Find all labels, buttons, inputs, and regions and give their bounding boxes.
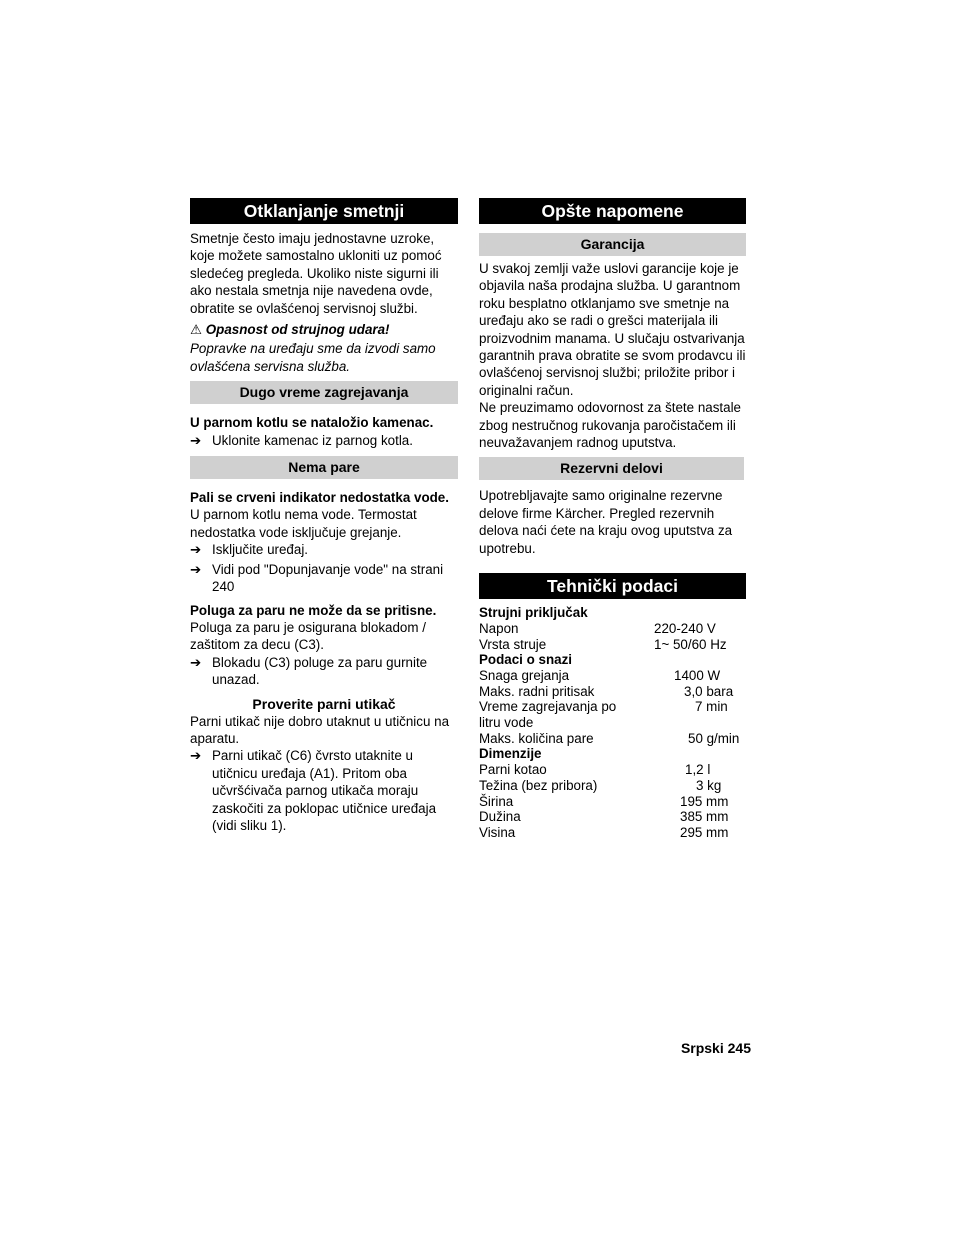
heating-cause: U parnom kotlu se nataložio kamenac. — [190, 415, 434, 431]
no-steam-step-1-text: Isključite uređaj. — [212, 542, 309, 558]
arrow-icon: ➔ — [190, 542, 202, 558]
spec-value: 3 kg — [696, 777, 722, 793]
spec-label: Maks. radni pritisak — [479, 683, 595, 699]
spec-label: Maks. količina pare — [479, 730, 594, 746]
section-steam-plug: Proverite parni utikač — [252, 695, 396, 712]
spec-row — [479, 731, 746, 747]
plug-step — [190, 747, 458, 834]
spec-row — [479, 637, 746, 653]
troubleshooting-title: Otklanjanje smetnji — [190, 198, 458, 224]
spec-row — [479, 794, 746, 810]
spec-value: 7 min — [695, 699, 728, 715]
warning-text: Popravke na uređaju sme da izvodi samo ovlašćena servisna služba. — [190, 341, 436, 374]
arrow-icon: ➔ — [190, 654, 202, 670]
spec-value: 295 mm — [680, 824, 729, 840]
spec-row — [479, 778, 746, 794]
spec-row — [479, 668, 746, 684]
no-steam-step-2-text: Vidi pod "Dopunjavanje vode" na strani 240 — [212, 561, 444, 595]
troubleshooting-intro: Smetnje često imaju jednostavne uzroke, koje možete samostalno ukloniti uz pomoć sledećeg pregleda. Ukoliko niste sigurni ili ako nestala smetnja nije navedena ovde, obratite se ovlašćenoj servisnoj službi. — [190, 231, 442, 316]
spec-heading-dimensions: Dimenzije — [479, 746, 542, 762]
spec-heading-power: Podaci o snazi — [479, 652, 573, 668]
section-warranty: Garancija — [479, 233, 746, 256]
arrow-icon: ➔ — [190, 561, 202, 577]
warranty-text-2: Ne preuzimamo odovornost za štete nastale zbog nestručnog rukovanja paročistačem ili neuvažavanjem radnog uputstva. — [479, 400, 742, 451]
plug-text: Parni utikač nije dobro utaknut u utičnicu na aparatu. — [190, 713, 450, 746]
spec-label: Napon — [479, 620, 519, 636]
spec-row — [479, 621, 746, 637]
lever-step — [190, 654, 458, 689]
spec-label: Težina (bez pribora) — [479, 777, 598, 793]
spec-value: 195 mm — [680, 793, 729, 809]
spec-heading-power-supply: Strujni priključak — [479, 605, 588, 621]
spec-value: 1~ 50/60 Hz — [654, 636, 727, 652]
heating-step-text: Uklonite kamenac iz parnog kotla. — [212, 432, 413, 448]
spec-label: Parni kotao — [479, 762, 547, 778]
section-heating-time: Dugo vreme zagrejavanja — [190, 381, 458, 404]
spec-label: Snaga grejanja — [479, 667, 570, 683]
spec-value: 1400 W — [674, 667, 721, 683]
spec-value: 385 mm — [680, 809, 729, 825]
no-steam-step-2 — [190, 561, 458, 596]
spare-parts-text: Upotrebljavajte samo originalne rezervne delove firme Kärcher. Pregled rezervnih delova naći ćete na kraju ovog uputstva za upotrebu. — [479, 488, 733, 556]
tech-specs — [479, 605, 746, 841]
spec-label: Dužina — [479, 809, 521, 825]
plug-step-text: Parni utikač (C6) čvrsto utaknite u utičnicu uređaja (A1). Pritom oba učvršćivača parnog utikača moraju zaskočiti za poklopac utičnice uređaja (vidi sliku 1). — [212, 748, 437, 833]
spec-value: 50 g/min — [688, 730, 740, 746]
no-steam-cause: Pali se crveni indikator nedostatka vode. — [190, 490, 449, 506]
spec-row — [479, 825, 746, 841]
general-notes-title: Opšte napomene — [479, 198, 746, 224]
right-column — [479, 198, 746, 841]
section-spare-parts: Rezervni delovi — [479, 457, 744, 480]
lever-text: Poluga za paru je osigurana blokadom / zaštitom za decu (C3). — [190, 619, 426, 653]
spec-value: 3,0 bara — [684, 683, 734, 699]
arrow-icon: ➔ — [190, 748, 202, 764]
warning-line — [190, 321, 458, 338]
tech-data-title: Tehnički podaci — [479, 573, 746, 599]
spec-row — [479, 699, 746, 730]
spec-row — [479, 762, 746, 778]
spec-label: Vrsta struje — [479, 636, 547, 652]
warning-title: Opasnost od strujnog udara! — [205, 322, 390, 338]
left-column — [190, 198, 458, 834]
section-no-steam: Nema pare — [190, 456, 458, 479]
warning-icon: ⚠ — [190, 322, 203, 338]
heating-step — [190, 432, 458, 449]
spec-label: Širina — [479, 793, 514, 809]
spec-row — [479, 684, 746, 700]
page-footer: Srpski 245 — [680, 1040, 751, 1056]
spec-label: Visina — [479, 824, 516, 840]
spec-value: 1,2 l — [685, 762, 711, 778]
no-steam-step-1 — [190, 541, 458, 558]
spec-value: 220-240 V — [654, 620, 716, 636]
no-steam-text: U parnom kotlu nema vode. Termostat nedostatka vode isključuje grejanje. — [190, 507, 417, 540]
spec-row — [479, 809, 746, 825]
warranty-text: U svakoj zemlji važe uslovi garancije koje je objavila naša prodajna služba. U garantnom roku besplatno otklanjamo sve smetnje na uređaju ako se radi o grešci materijala ili proizvodnim manama. U slučaju ostvarivanja garantnih prava obratite se svom prodavcu ili ovlašćenoj servisnoj službi; priložite pribor i originalni račun. — [479, 261, 746, 398]
lever-cause: Poluga za paru ne može da se pritisne. — [190, 602, 437, 618]
spec-label: Vreme zagrejavanja po litru vode — [479, 699, 617, 731]
lever-step-text: Blokadu (C3) poluge za paru gurnite unazad. — [212, 654, 428, 688]
arrow-icon: ➔ — [190, 432, 202, 448]
